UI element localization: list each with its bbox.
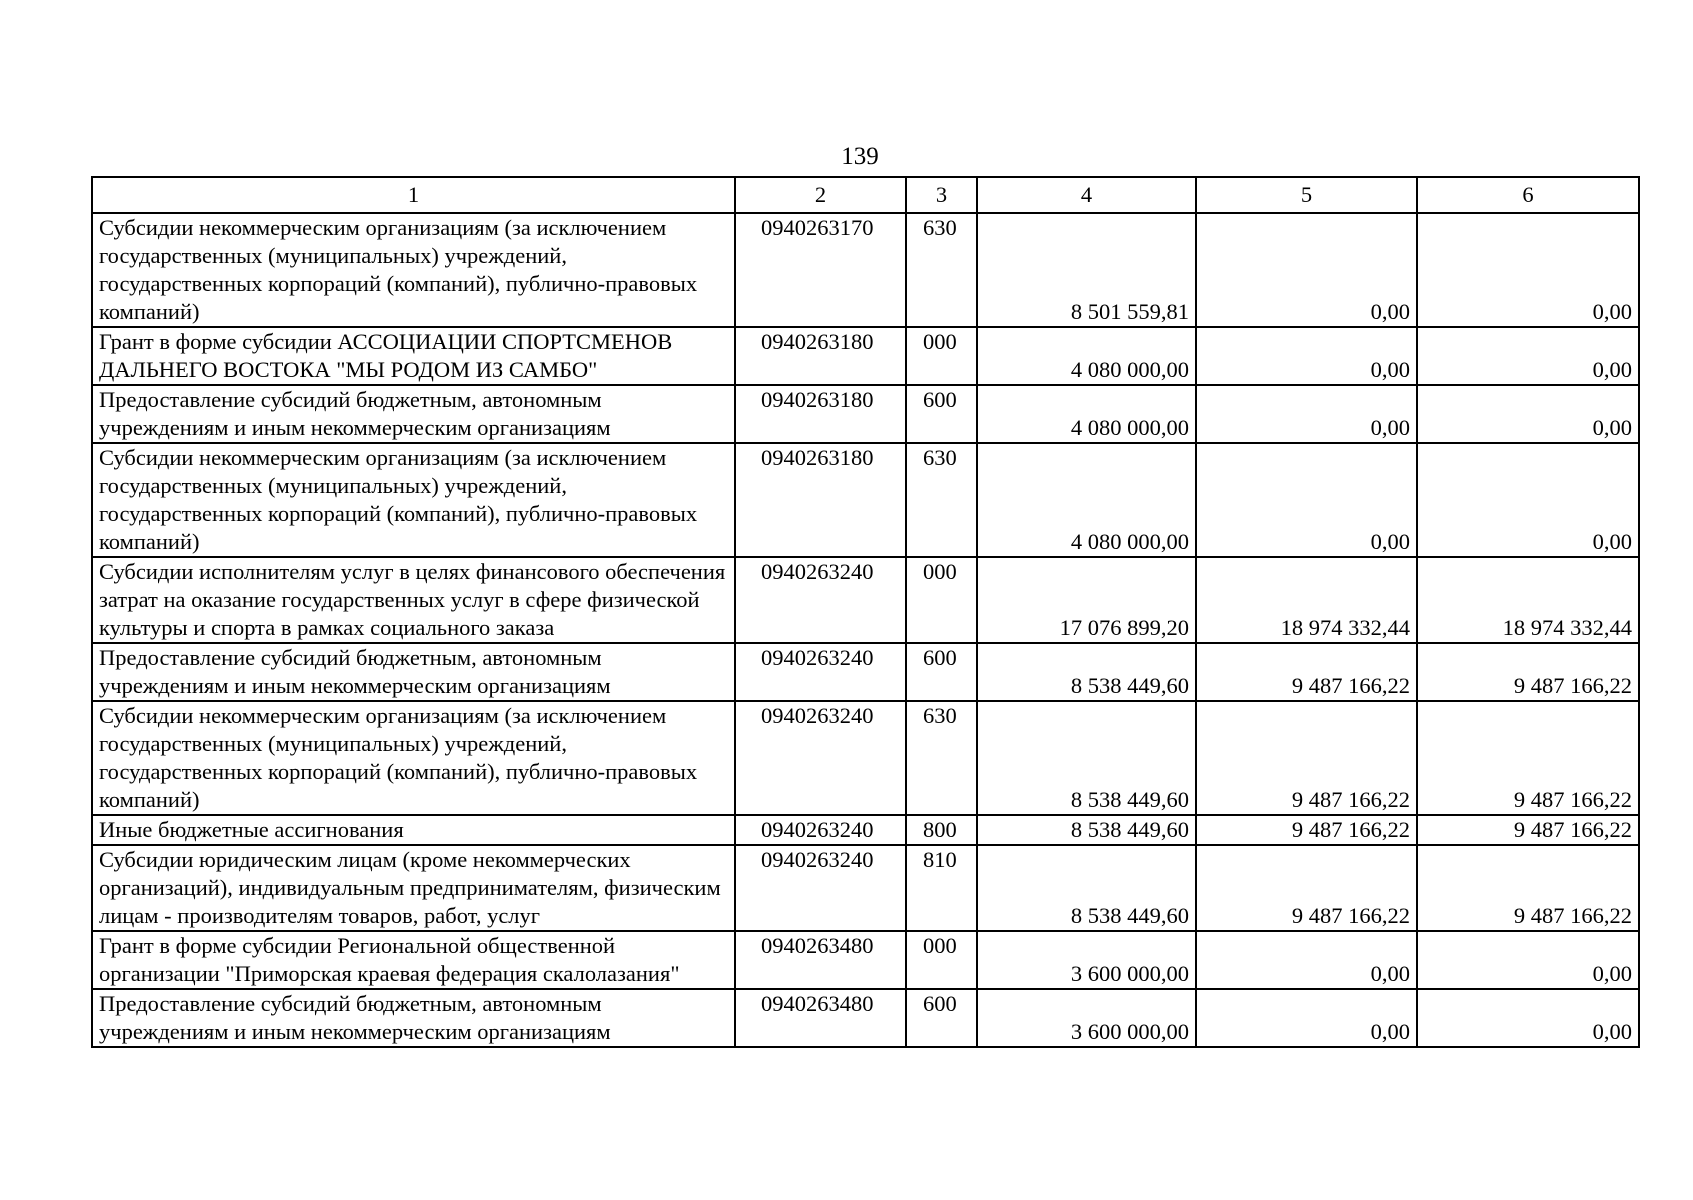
row-code: 0940263170 — [735, 213, 906, 327]
column-header-2: 2 — [735, 177, 906, 213]
table-row — [92, 815, 1639, 845]
row-code: 0940263480 — [735, 989, 906, 1047]
row-name: Субсидии некоммерческим организациям (за исключением государственных (муниципальных) учреждений, государственных корпораций (компаний), публично-правовых компаний) — [92, 213, 735, 327]
row-name: Грант в форме субсидии Региональной общественной организации "Приморская краевая федерация скалолазания" — [92, 931, 735, 989]
row-name: Субсидии исполнителям услуг в целях финансового обеспечения затрат на оказание государственных услуг в сфере физической культуры и спорта в рамках социального заказа — [92, 557, 735, 643]
row-value-4: 3 600 000,00 — [977, 989, 1196, 1047]
row-type: 600 — [906, 385, 977, 443]
row-type: 000 — [906, 327, 977, 385]
row-value-5: 0,00 — [1196, 385, 1417, 443]
budget-table — [91, 176, 1640, 1048]
row-type: 630 — [906, 213, 977, 327]
row-code: 0940263180 — [735, 443, 906, 557]
row-value-4: 4 080 000,00 — [977, 443, 1196, 557]
row-value-4: 8 538 449,60 — [977, 815, 1196, 845]
row-value-5: 0,00 — [1196, 931, 1417, 989]
row-value-6: 0,00 — [1417, 385, 1639, 443]
table-header-row — [92, 177, 1639, 213]
row-value-4: 8 538 449,60 — [977, 701, 1196, 815]
column-header-5: 5 — [1196, 177, 1417, 213]
row-value-5: 9 487 166,22 — [1196, 815, 1417, 845]
row-value-5: 9 487 166,22 — [1196, 643, 1417, 701]
row-code: 0940263180 — [735, 327, 906, 385]
table-row — [92, 701, 1639, 815]
column-header-4: 4 — [977, 177, 1196, 213]
row-value-5: 0,00 — [1196, 213, 1417, 327]
row-code: 0940263240 — [735, 557, 906, 643]
row-value-5: 9 487 166,22 — [1196, 845, 1417, 931]
row-value-4: 8 501 559,81 — [977, 213, 1196, 327]
row-code: 0940263240 — [735, 701, 906, 815]
page-number: 139 — [841, 143, 879, 170]
table-row — [92, 385, 1639, 443]
table-row — [92, 213, 1639, 327]
row-value-6: 9 487 166,22 — [1417, 701, 1639, 815]
row-type: 810 — [906, 845, 977, 931]
row-type: 800 — [906, 815, 977, 845]
row-value-5: 18 974 332,44 — [1196, 557, 1417, 643]
table-row — [92, 931, 1639, 989]
table-row — [92, 327, 1639, 385]
row-value-5: 0,00 — [1196, 327, 1417, 385]
row-code: 0940263180 — [735, 385, 906, 443]
row-type: 600 — [906, 989, 977, 1047]
row-name: Субсидии некоммерческим организациям (за исключением государственных (муниципальных) учреждений, государственных корпораций (компаний), публично-правовых компаний) — [92, 443, 735, 557]
row-name: Предоставление субсидий бюджетным, автономным учреждениям и иным некоммерческим организациям — [92, 989, 735, 1047]
row-name: Субсидии некоммерческим организациям (за исключением государственных (муниципальных) учреждений, государственных корпораций (компаний), публично-правовых компаний) — [92, 701, 735, 815]
row-type: 600 — [906, 643, 977, 701]
row-value-4: 8 538 449,60 — [977, 643, 1196, 701]
row-value-6: 0,00 — [1417, 931, 1639, 989]
row-value-6: 0,00 — [1417, 327, 1639, 385]
row-value-6: 0,00 — [1417, 989, 1639, 1047]
row-value-4: 4 080 000,00 — [977, 385, 1196, 443]
row-value-6: 18 974 332,44 — [1417, 557, 1639, 643]
row-name: Грант в форме субсидии АССОЦИАЦИИ СПОРТСМЕНОВ ДАЛЬНЕГО ВОСТОКА "МЫ РОДОМ ИЗ САМБО" — [92, 327, 735, 385]
column-header-3: 3 — [906, 177, 977, 213]
table-row — [92, 989, 1639, 1047]
row-code: 0940263240 — [735, 643, 906, 701]
row-code: 0940263240 — [735, 815, 906, 845]
row-name: Предоставление субсидий бюджетным, автономным учреждениям и иным некоммерческим организациям — [92, 643, 735, 701]
row-type: 630 — [906, 443, 977, 557]
row-value-5: 0,00 — [1196, 443, 1417, 557]
table-row — [92, 643, 1639, 701]
row-code: 0940263480 — [735, 931, 906, 989]
row-value-6: 9 487 166,22 — [1417, 815, 1639, 845]
table-row — [92, 557, 1639, 643]
row-name: Субсидии юридическим лицам (кроме некоммерческих организаций), индивидуальным предпринимателям, физическим лицам - производителям товаров, работ, услуг — [92, 845, 735, 931]
row-value-5: 9 487 166,22 — [1196, 701, 1417, 815]
table-row — [92, 443, 1639, 557]
row-value-5: 0,00 — [1196, 989, 1417, 1047]
row-name: Предоставление субсидий бюджетным, автономным учреждениям и иным некоммерческим организациям — [92, 385, 735, 443]
column-header-6: 6 — [1417, 177, 1639, 213]
column-header-1: 1 — [92, 177, 735, 213]
row-value-6: 0,00 — [1417, 443, 1639, 557]
row-value-6: 9 487 166,22 — [1417, 845, 1639, 931]
row-value-6: 0,00 — [1417, 213, 1639, 327]
row-type: 000 — [906, 931, 977, 989]
row-value-4: 8 538 449,60 — [977, 845, 1196, 931]
row-name: Иные бюджетные ассигнования — [92, 815, 735, 845]
row-type: 000 — [906, 557, 977, 643]
row-value-6: 9 487 166,22 — [1417, 643, 1639, 701]
row-value-4: 3 600 000,00 — [977, 931, 1196, 989]
row-value-4: 17 076 899,20 — [977, 557, 1196, 643]
table-row — [92, 845, 1639, 931]
row-value-4: 4 080 000,00 — [977, 327, 1196, 385]
row-code: 0940263240 — [735, 845, 906, 931]
row-type: 630 — [906, 701, 977, 815]
